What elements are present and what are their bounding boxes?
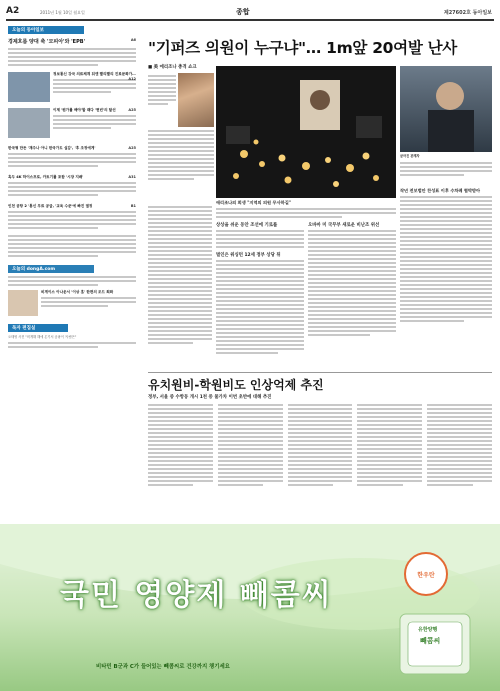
left-item-5-page: B1: [130, 204, 136, 208]
page-number: A2: [6, 6, 20, 16]
subhead-a: 오바마 미 국무부 새로운 비난조 위선: [308, 223, 380, 228]
right-photo-caption: 굳어진 관계자: [400, 154, 420, 158]
left-item-1-photo: [8, 72, 50, 102]
left-item-4-title: 흑두 4K 하이스프로, 카트기를 포함 '시장 지배': [8, 175, 84, 179]
second-story-body: [148, 402, 492, 488]
ad-banner-text: 국민 영양제 빼콤씨: [60, 578, 333, 613]
left-item-2-photo: [8, 108, 50, 138]
right-photo-body: [400, 160, 492, 178]
main-body-col-4: [400, 188, 492, 324]
ad-company: 유한양행: [418, 627, 438, 633]
left-item-4-page: A31: [128, 175, 136, 179]
photo-caption-body: [216, 206, 396, 220]
second-story-rule: [148, 372, 492, 373]
left-item-3: [8, 146, 136, 167]
candlelight-vigil-photo: [216, 66, 396, 198]
left-item-3-title: 한국형 만든 '재주나 아니 한국가도 실감', '후 조정에게': [8, 146, 96, 150]
suspect-photo: [178, 73, 214, 127]
ad-badge: 한우탄: [404, 552, 448, 596]
profile-label: ■ 美 애리조나 총격 쇼크: [148, 65, 197, 70]
photo-caption: 애리조나의 희생 "지역의 의원 무사하길": [216, 200, 291, 205]
dongA-body: [8, 276, 136, 286]
left-item-2-title: 이제 '뭔가를 해야'할 때다 '현빈'의 탈선: [53, 108, 116, 112]
left-item-2-page: A25: [128, 108, 136, 112]
reader-editorial-label: 독자 편집실: [8, 324, 68, 332]
left-more-body: [8, 235, 136, 257]
ad-product: 빼콤씨: [420, 637, 441, 645]
column-heading-2: 벌인은 워싱턴 12세 정부 상당 뒤: [216, 253, 281, 258]
left-item-2: [8, 108, 136, 138]
left-top-body: [8, 48, 136, 66]
main-body-col-3: [308, 222, 396, 338]
candle-illustration: [216, 66, 396, 198]
second-story-headline: 유치원비-학원비도 인상억제 추진: [148, 378, 324, 392]
left-item-4: [8, 175, 136, 196]
subhead-b: 작년 전보법안 찬성표 이후 수차례 협박받아: [400, 188, 481, 193]
left-item-5-title: 인천 공항 2 '통신 무료 공급, '교육 수준'에 빠진 열정: [8, 204, 93, 208]
left-item-1: [8, 72, 136, 102]
newspaper-logo: 제27602호 동아일보: [443, 10, 492, 16]
dongA-item: [8, 290, 136, 316]
main-body-col-2: [216, 222, 304, 356]
reader-text: 오태영 사진 "비게해 해에 온기서 곰팡이 '사람은": [8, 335, 77, 339]
second-story-deck: 정부, 서울 중 수항동 개시 1천 중 물가차 이번 초반에 대해 추진: [148, 395, 272, 400]
ad-tagline: 비타민 B군과 C가 들어있는 빼콤씨로 건강까지 챙기세요: [96, 664, 230, 670]
left-item-5: [8, 204, 136, 229]
main-body-col-1: [148, 204, 212, 346]
left-top-headline: [8, 38, 136, 45]
column-heading-1: 상상을 쉬운 동안 조선에 기로를: [216, 223, 278, 228]
dongA-item-photo: [8, 290, 38, 316]
right-photo: [400, 66, 492, 152]
today-dongA-label: 오늘의 동아일보: [8, 26, 84, 34]
header-rule: [6, 19, 494, 21]
dongA-com-label: 오늘의 dongA.com: [8, 265, 94, 273]
issue-date: 2011년 1월 10일 월요일: [40, 10, 85, 15]
reader-body: [8, 342, 136, 348]
section-title: 종합: [236, 8, 250, 16]
page-ref: A6: [130, 38, 136, 42]
left-item-1-title: 정보통신 강국 의료체계 뒤엔 빨리빨리 진료문화가…: [53, 72, 136, 76]
left-column: [8, 26, 136, 520]
left-item-1-page: A12: [128, 77, 136, 81]
left-top-headline-text: 경제흐름 양대 축 '모피아'와 'EPB': [8, 39, 86, 45]
person-illustration: [400, 66, 492, 152]
main-headline: "기퍼즈 의원이 누구냐"… 1m앞 20여발 난사: [148, 39, 457, 57]
left-item-3-page: A25: [128, 146, 136, 150]
profile-section: [148, 64, 214, 200]
dongA-item-title: 비게이스 아나운서 '이상 훈' 한편의 조드 희화: [41, 290, 114, 294]
